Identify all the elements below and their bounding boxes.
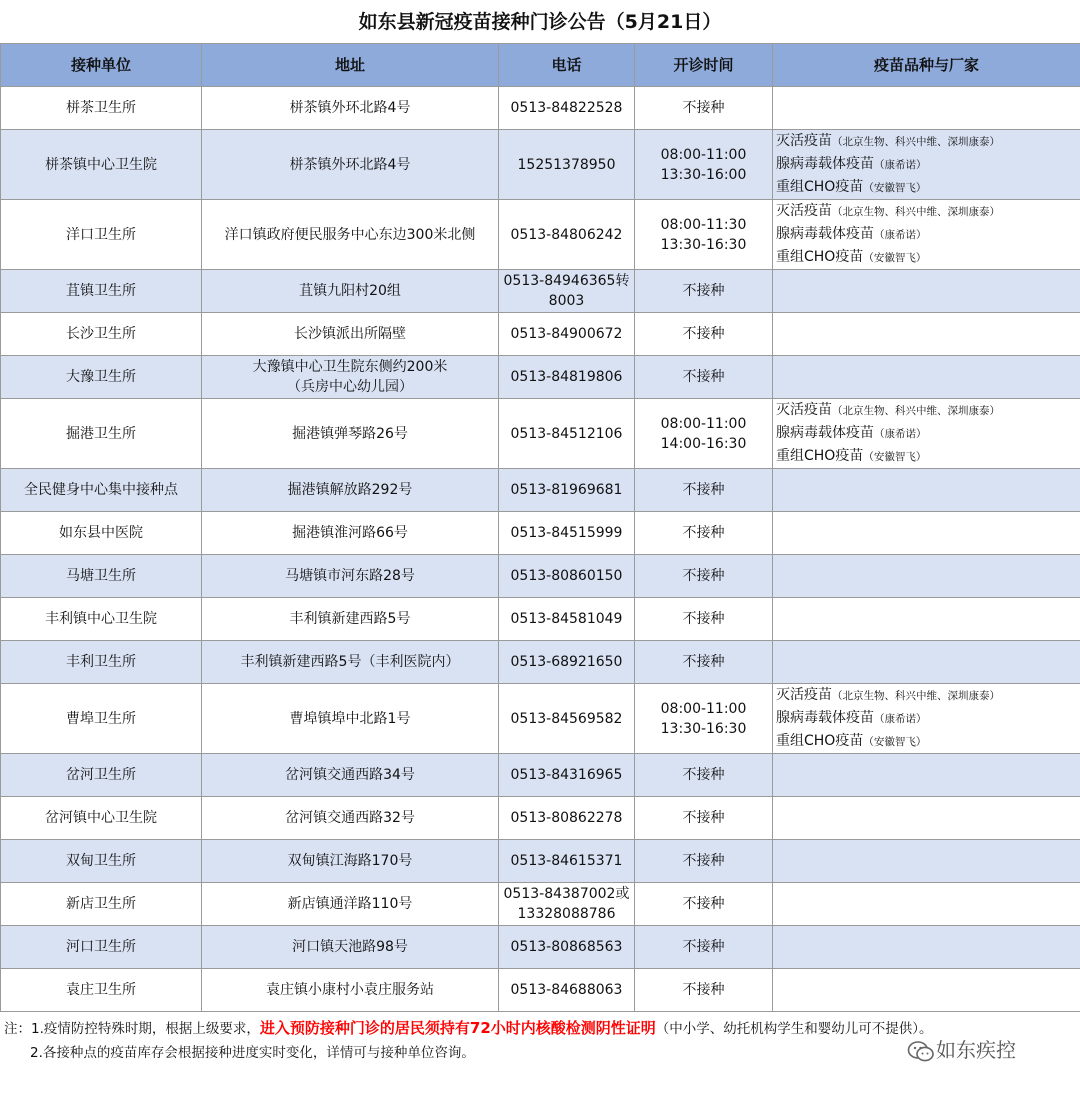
unit-cell: 曹埠卫生所 bbox=[1, 684, 202, 754]
phone-cell: 0513-84316965 bbox=[499, 754, 635, 797]
address-cell: 河口镇天池路98号 bbox=[202, 926, 499, 969]
table-row bbox=[1, 598, 1080, 641]
hours-cell: 08:00-11:00 13:30-16:00 bbox=[635, 130, 773, 200]
vaccine-name: 灭活疫苗 bbox=[776, 203, 832, 219]
phone-cell: 0513-84512106 bbox=[499, 399, 635, 469]
vaccines-cell bbox=[773, 469, 1080, 512]
vaccine-maker: （康希诺） bbox=[874, 229, 927, 241]
vaccine-item bbox=[776, 422, 1076, 445]
table-row bbox=[1, 555, 1080, 598]
vaccine-name: 腺病毒载体疫苗 bbox=[776, 710, 874, 726]
hours-cell: 不接种 bbox=[635, 754, 773, 797]
vaccines-cell bbox=[773, 356, 1080, 399]
unit-cell: 河口卫生所 bbox=[1, 926, 202, 969]
vaccine-item bbox=[776, 445, 1076, 468]
table-row bbox=[1, 641, 1080, 684]
unit-cell: 全民健身中心集中接种点 bbox=[1, 469, 202, 512]
vaccine-maker: （北京生物、科兴中维、深圳康泰） bbox=[832, 136, 1000, 148]
vaccines-cell bbox=[773, 754, 1080, 797]
unit-cell: 岔河卫生所 bbox=[1, 754, 202, 797]
vaccine-name: 腺病毒载体疫苗 bbox=[776, 425, 874, 441]
address-cell: 掘港镇弹琴路26号 bbox=[202, 399, 499, 469]
phone-cell: 0513-84946365转8003 bbox=[499, 270, 635, 313]
vaccine-maker: （安徽智飞） bbox=[863, 252, 927, 264]
phone-cell: 0513-84900672 bbox=[499, 313, 635, 356]
table-row bbox=[1, 883, 1080, 926]
watermark bbox=[906, 1037, 1016, 1065]
unit-cell: 马塘卫生所 bbox=[1, 555, 202, 598]
vaccines-cell bbox=[773, 200, 1080, 270]
address-cell: 栟茶镇外环北路4号 bbox=[202, 87, 499, 130]
vaccine-name: 重组CHO疫苗 bbox=[776, 249, 864, 265]
table-row bbox=[1, 130, 1080, 200]
vaccines-cell bbox=[773, 313, 1080, 356]
vaccine-item bbox=[776, 200, 1076, 223]
vaccine-maker: （安徽智飞） bbox=[863, 736, 927, 748]
vaccine-item bbox=[776, 130, 1076, 153]
header-hours: 开诊时间 bbox=[635, 44, 773, 87]
address-cell: 袁庄镇小康村小袁庄服务站 bbox=[202, 969, 499, 1012]
table-row bbox=[1, 840, 1080, 883]
hours-cell: 不接种 bbox=[635, 840, 773, 883]
header-unit: 接种单位 bbox=[1, 44, 202, 87]
vaccine-name: 腺病毒载体疫苗 bbox=[776, 156, 874, 172]
table-header-row bbox=[1, 44, 1080, 87]
phone-cell: 0513-84515999 bbox=[499, 512, 635, 555]
hours-cell: 不接种 bbox=[635, 641, 773, 684]
phone-cell: 0513-84387002或13328088786 bbox=[499, 883, 635, 926]
phone-cell: 15251378950 bbox=[499, 130, 635, 200]
unit-cell: 栟茶卫生所 bbox=[1, 87, 202, 130]
table-row bbox=[1, 684, 1080, 754]
phone-cell: 0513-84806242 bbox=[499, 200, 635, 270]
wechat-icon bbox=[906, 1039, 936, 1065]
vaccine-name: 重组CHO疫苗 bbox=[776, 179, 864, 195]
phone-cell: 0513-84581049 bbox=[499, 598, 635, 641]
vaccine-maker: （北京生物、科兴中维、深圳康泰） bbox=[832, 405, 1000, 417]
vaccine-name: 灭活疫苗 bbox=[776, 402, 832, 418]
vaccines-cell bbox=[773, 87, 1080, 130]
table-row bbox=[1, 313, 1080, 356]
table-row bbox=[1, 87, 1080, 130]
hours-cell: 不接种 bbox=[635, 270, 773, 313]
vaccine-item bbox=[776, 246, 1076, 269]
vaccine-item bbox=[776, 153, 1076, 176]
vaccine-maker: （北京生物、科兴中维、深圳康泰） bbox=[832, 690, 1000, 702]
table-row bbox=[1, 270, 1080, 313]
address-cell: 曹埠镇埠中北路1号 bbox=[202, 684, 499, 754]
address-cell: 掘港镇淮河路66号 bbox=[202, 512, 499, 555]
address-cell: 大豫镇中心卫生院东侧约200米 （兵房中心幼儿园） bbox=[202, 356, 499, 399]
vaccine-name: 灭活疫苗 bbox=[776, 687, 832, 703]
header-address: 地址 bbox=[202, 44, 499, 87]
vaccines-cell bbox=[773, 270, 1080, 313]
unit-cell: 新店卫生所 bbox=[1, 883, 202, 926]
unit-cell: 丰利镇中心卫生院 bbox=[1, 598, 202, 641]
address-cell: 丰利镇新建西路5号（丰利医院内） bbox=[202, 641, 499, 684]
address-cell: 掘港镇解放路292号 bbox=[202, 469, 499, 512]
vaccine-item bbox=[776, 730, 1076, 753]
phone-cell: 0513-80862278 bbox=[499, 797, 635, 840]
address-cell: 苴镇九阳村20组 bbox=[202, 270, 499, 313]
unit-cell: 丰利卫生所 bbox=[1, 641, 202, 684]
table-row bbox=[1, 969, 1080, 1012]
vaccines-cell bbox=[773, 555, 1080, 598]
vaccine-name: 灭活疫苗 bbox=[776, 133, 832, 149]
clinic-table bbox=[0, 43, 1080, 1012]
table-row bbox=[1, 926, 1080, 969]
address-cell: 岔河镇交通西路32号 bbox=[202, 797, 499, 840]
phone-cell: 0513-84615371 bbox=[499, 840, 635, 883]
phone-cell: 0513-84819806 bbox=[499, 356, 635, 399]
note-1-highlight: 进入预防接种门诊的居民须持有72小时内核酸检测阴性证明 bbox=[259, 1019, 656, 1037]
vaccines-cell bbox=[773, 684, 1080, 754]
unit-cell: 双甸卫生所 bbox=[1, 840, 202, 883]
hours-cell: 不接种 bbox=[635, 883, 773, 926]
table-row bbox=[1, 512, 1080, 555]
hours-cell: 不接种 bbox=[635, 555, 773, 598]
address-cell: 马塘镇市河东路28号 bbox=[202, 555, 499, 598]
vaccines-cell bbox=[773, 641, 1080, 684]
unit-cell: 长沙卫生所 bbox=[1, 313, 202, 356]
vaccine-item bbox=[776, 176, 1076, 199]
hours-cell: 不接种 bbox=[635, 87, 773, 130]
hours-cell: 不接种 bbox=[635, 469, 773, 512]
unit-cell: 袁庄卫生所 bbox=[1, 969, 202, 1012]
vaccines-cell bbox=[773, 926, 1080, 969]
vaccine-maker: （安徽智飞） bbox=[863, 182, 927, 194]
table-row bbox=[1, 754, 1080, 797]
hours-cell: 不接种 bbox=[635, 512, 773, 555]
page-title: 如东县新冠疫苗接种门诊公告（5月21日） bbox=[358, 11, 722, 33]
hours-cell: 不接种 bbox=[635, 356, 773, 399]
hours-cell: 不接种 bbox=[635, 969, 773, 1012]
hours-cell: 08:00-11:00 14:00-16:30 bbox=[635, 399, 773, 469]
note-2: 2.各接种点的疫苗库存会根据接种进度实时变化，详情可与接种单位咨询。 bbox=[30, 1045, 475, 1061]
hours-cell: 08:00-11:00 13:30-16:30 bbox=[635, 684, 773, 754]
table-row bbox=[1, 399, 1080, 469]
hours-cell: 不接种 bbox=[635, 598, 773, 641]
vaccine-maker: （康希诺） bbox=[874, 159, 927, 171]
vaccine-name: 重组CHO疫苗 bbox=[776, 448, 864, 464]
unit-cell: 苴镇卫生所 bbox=[1, 270, 202, 313]
address-cell: 洋口镇政府便民服务中心东边300米北侧 bbox=[202, 200, 499, 270]
vaccines-cell bbox=[773, 130, 1080, 200]
phone-cell: 0513-84688063 bbox=[499, 969, 635, 1012]
vaccine-item bbox=[776, 707, 1076, 730]
phone-cell: 0513-80860150 bbox=[499, 555, 635, 598]
vaccines-cell bbox=[773, 797, 1080, 840]
vaccines-cell bbox=[773, 883, 1080, 926]
table-row bbox=[1, 797, 1080, 840]
vaccine-item bbox=[776, 223, 1076, 246]
table-row bbox=[1, 356, 1080, 399]
header-vaccines: 疫苗品种与厂家 bbox=[773, 44, 1080, 87]
note-1-suffix: （中小学、幼托机构学生和婴幼儿可不提供）。 bbox=[655, 1021, 933, 1037]
unit-cell: 如东县中医院 bbox=[1, 512, 202, 555]
unit-cell: 岔河镇中心卫生院 bbox=[1, 797, 202, 840]
vaccine-name: 腺病毒载体疫苗 bbox=[776, 226, 874, 242]
phone-cell: 0513-81969681 bbox=[499, 469, 635, 512]
vaccine-maker: （康希诺） bbox=[874, 428, 927, 440]
table-row bbox=[1, 200, 1080, 270]
phone-cell: 0513-84569582 bbox=[499, 684, 635, 754]
hours-cell: 08:00-11:30 13:30-16:30 bbox=[635, 200, 773, 270]
unit-cell: 掘港卫生所 bbox=[1, 399, 202, 469]
vaccine-maker: （北京生物、科兴中维、深圳康泰） bbox=[832, 206, 1000, 218]
vaccine-name: 重组CHO疫苗 bbox=[776, 733, 864, 749]
unit-cell: 洋口卫生所 bbox=[1, 200, 202, 270]
vaccine-item bbox=[776, 684, 1076, 707]
unit-cell: 大豫卫生所 bbox=[1, 356, 202, 399]
table-row bbox=[1, 469, 1080, 512]
vaccines-cell bbox=[773, 598, 1080, 641]
hours-cell: 不接种 bbox=[635, 926, 773, 969]
hours-cell: 不接种 bbox=[635, 313, 773, 356]
address-cell: 长沙镇派出所隔壁 bbox=[202, 313, 499, 356]
vaccine-maker: （安徽智飞） bbox=[863, 451, 927, 463]
vaccines-cell bbox=[773, 399, 1080, 469]
vaccine-maker: （康希诺） bbox=[874, 713, 927, 725]
note-1-prefix: 注：1.疫情防控特殊时期，根据上级要求， bbox=[4, 1021, 260, 1037]
phone-cell: 0513-80868563 bbox=[499, 926, 635, 969]
header-phone: 电话 bbox=[499, 44, 635, 87]
address-cell: 丰利镇新建西路5号 bbox=[202, 598, 499, 641]
vaccines-cell bbox=[773, 840, 1080, 883]
vaccines-cell bbox=[773, 969, 1080, 1012]
address-cell: 双甸镇江海路170号 bbox=[202, 840, 499, 883]
watermark-text: 如东疾控 bbox=[936, 1038, 1016, 1062]
address-cell: 新店镇通洋路110号 bbox=[202, 883, 499, 926]
hours-cell: 不接种 bbox=[635, 797, 773, 840]
address-cell: 栟茶镇外环北路4号 bbox=[202, 130, 499, 200]
phone-cell: 0513-84822528 bbox=[499, 87, 635, 130]
vaccine-item bbox=[776, 399, 1076, 422]
phone-cell: 0513-68921650 bbox=[499, 641, 635, 684]
vaccines-cell bbox=[773, 512, 1080, 555]
address-cell: 岔河镇交通西路34号 bbox=[202, 754, 499, 797]
unit-cell: 栟茶镇中心卫生院 bbox=[1, 130, 202, 200]
